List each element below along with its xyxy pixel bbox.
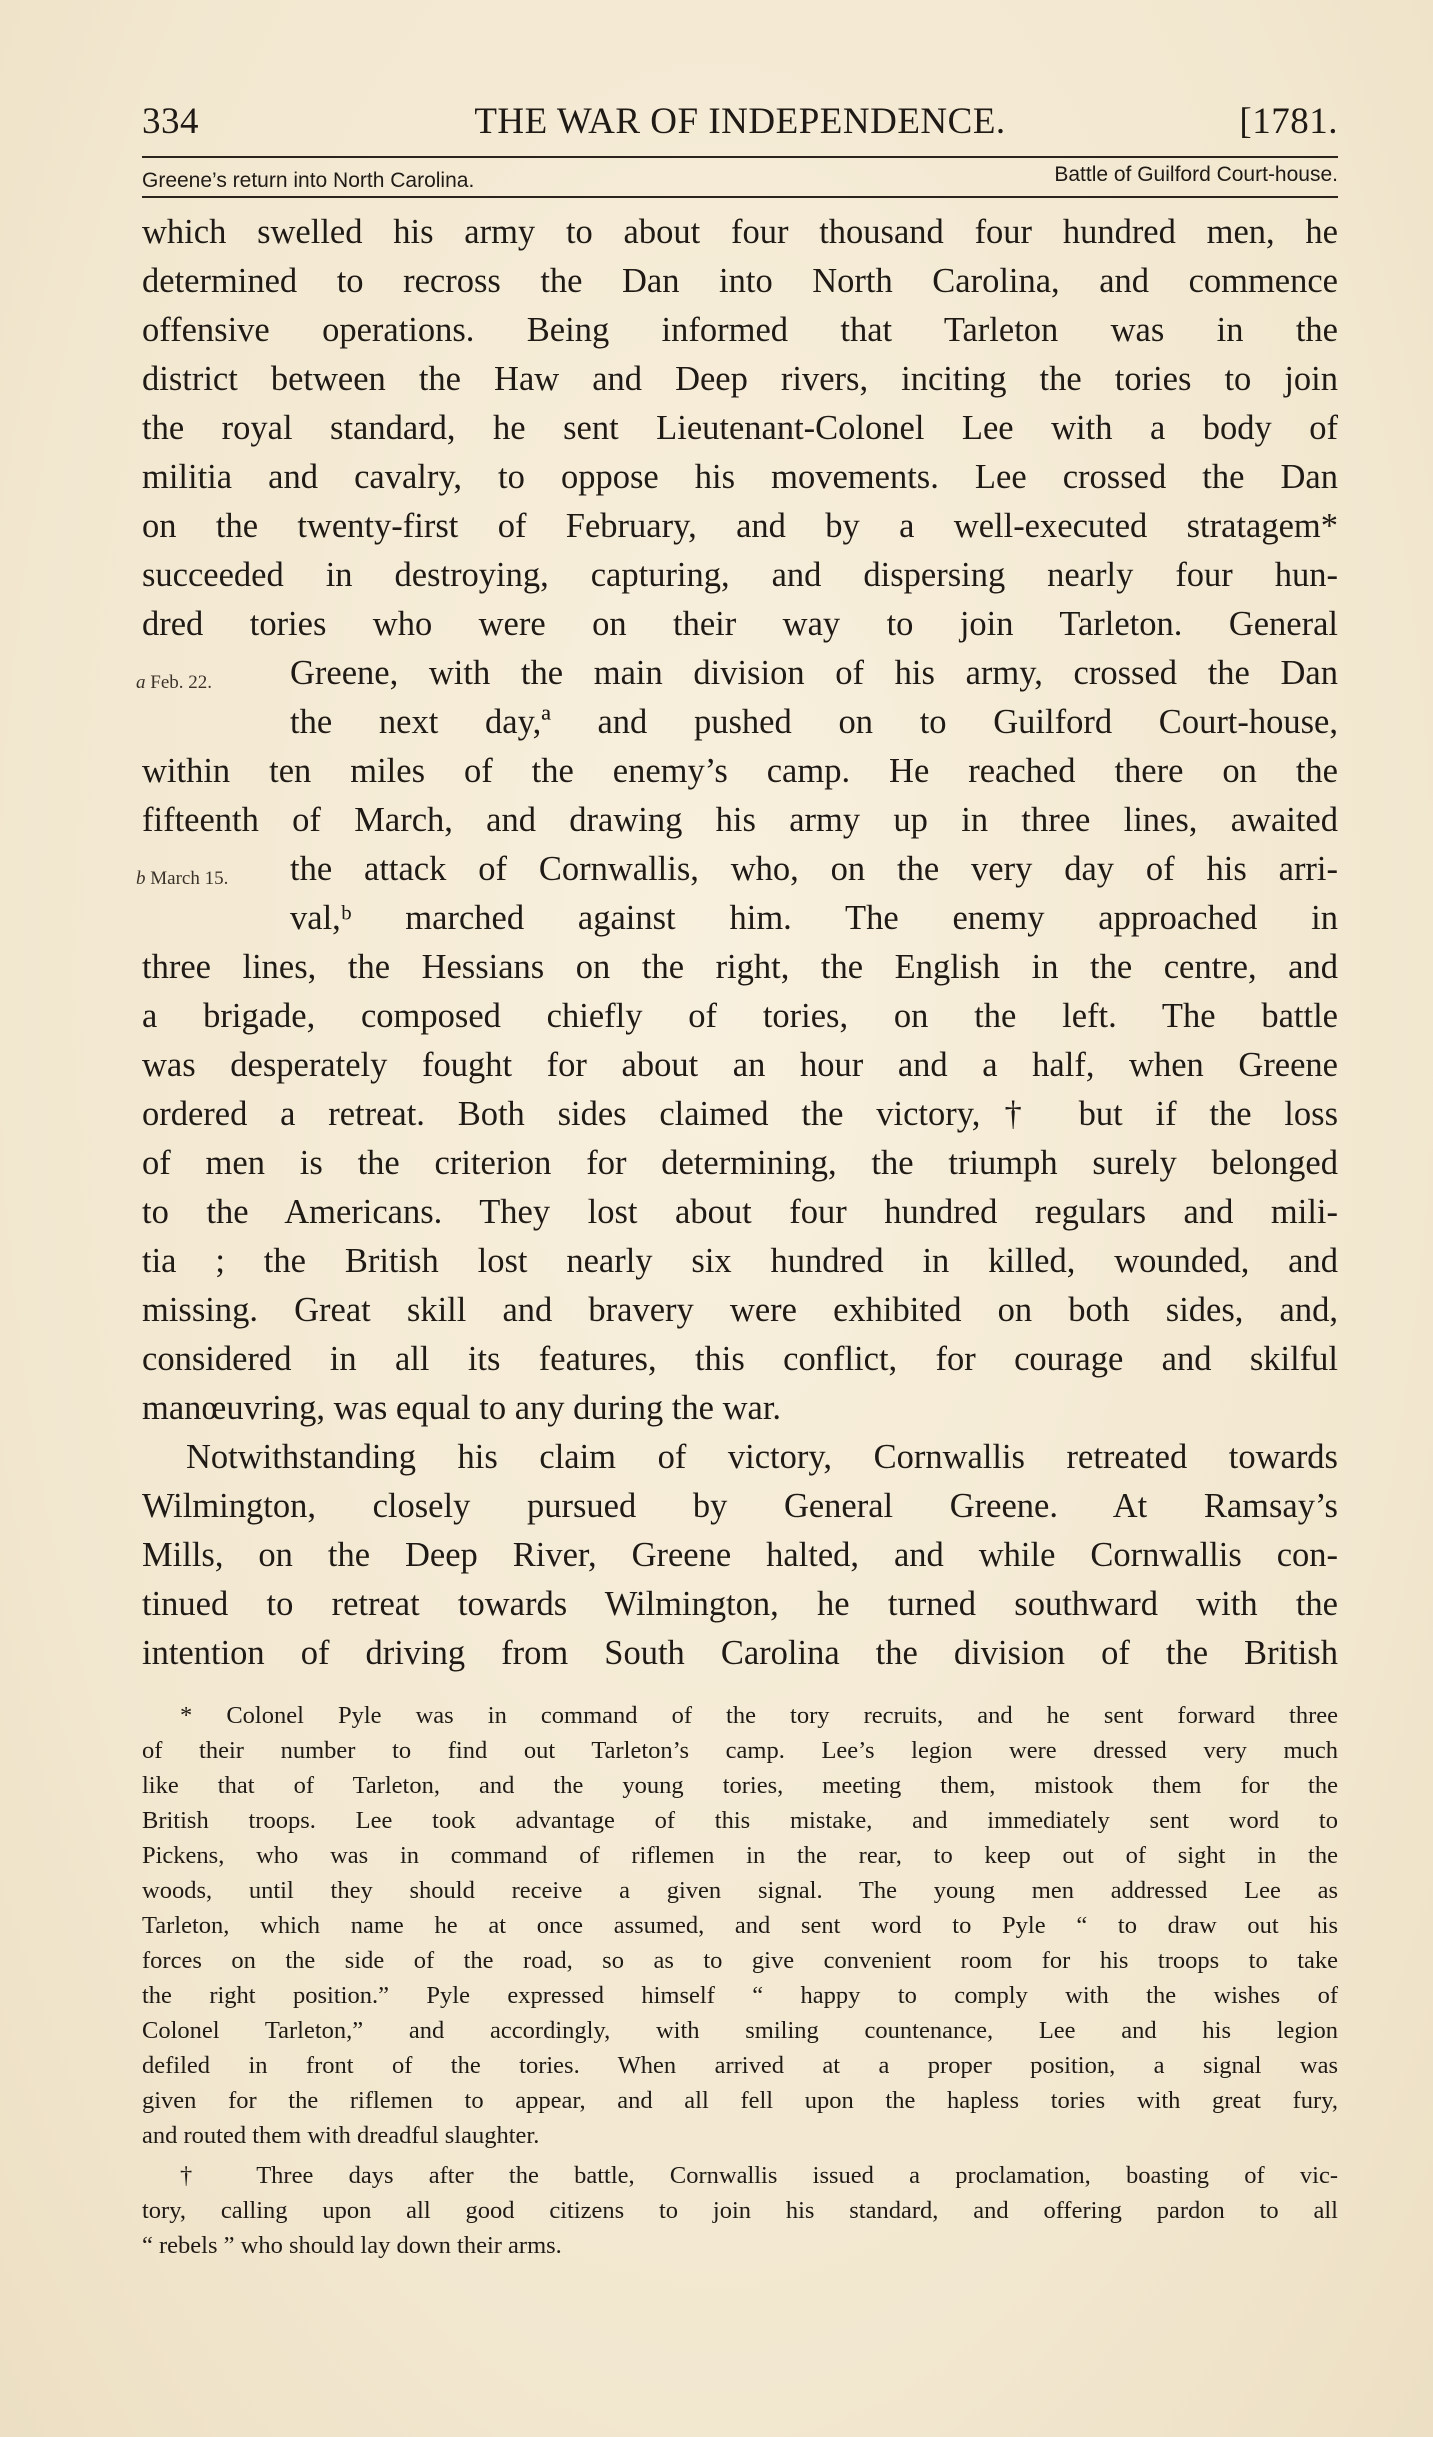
- footnote-line: Pickens, who was in command of riflemen in the rear, to keep out of sight in the: [142, 1842, 1338, 1869]
- body-line: dred tories who were on their way to join Tarleton. General: [142, 605, 1338, 643]
- body-line: was desperately fought for about an hour and a half, when Greene: [142, 1046, 1338, 1084]
- body-line: considered in all its features, this conflict, for courage and skilful: [142, 1340, 1338, 1378]
- body-line: fifteenth of March, and drawing his army up in three lines, awaited: [142, 801, 1338, 839]
- margin-note-date: March 15.: [150, 868, 229, 889]
- body-line: Greene, with the main division of his army, crossed the Dan: [290, 654, 1338, 692]
- body-line: militia and cavalry, to oppose his movements. Lee crossed the Dan: [142, 458, 1338, 496]
- body-line: determined to recross the Dan into North Carolina, and commence: [142, 262, 1338, 300]
- body-line: manœuvring, was equal to any during the war.: [142, 1389, 782, 1427]
- body-line: the next day,ª and pushed on to Guilford Court-house,: [290, 703, 1338, 741]
- subheader-rule: [142, 196, 1338, 198]
- subheader-right: Battle of Guilford Court-house.: [1054, 163, 1338, 186]
- footnote-line: given for the riflemen to appear, and all fell upon the hapless tories with great fury,: [142, 2087, 1338, 2114]
- footnote-line: and routed them with dreadful slaughter.: [142, 2122, 540, 2149]
- section-subheader: [142, 163, 1338, 193]
- body-line: on the twenty-first of February, and by a well-executed stratagem*: [142, 507, 1338, 545]
- subheader-left: Greene’s return into North Carolina.: [142, 169, 475, 192]
- footnote-line: * Colonel Pyle was in command of the tory recruits, and he sent forward three: [180, 1702, 1338, 1729]
- footnote-line: British troops. Lee took advantage of this mistake, and immediately sent word to: [142, 1807, 1338, 1834]
- running-title: THE WAR OF INDEPENDENCE.: [474, 101, 1006, 142]
- body-line: val,ᵇ marched against him. The enemy approached in: [290, 899, 1338, 937]
- footnote-line: “ rebels ” who should lay down their arms.: [142, 2232, 562, 2259]
- body-line: tinued to retreat towards Wilmington, he turned southward with the: [142, 1585, 1338, 1623]
- footnote-line: Tarleton, which name he at once assumed, and sent word to Pyle “ to draw out his: [142, 1912, 1338, 1939]
- body-line: intention of driving from South Carolina the division of the British: [142, 1634, 1338, 1672]
- running-header: [142, 100, 1338, 160]
- body-line: tia ; the British lost nearly six hundred in killed, wounded, and: [142, 1242, 1338, 1280]
- body-line: which swelled his army to about four thousand four hundred men, he: [142, 213, 1338, 251]
- footnote-line: † Three days after the battle, Cornwallis issued a proclamation, boasting of vic-: [180, 2162, 1338, 2189]
- body-line: a brigade, composed chiefly of tories, on the left. The battle: [142, 997, 1338, 1035]
- margin-note: [136, 868, 228, 890]
- body-line: missing. Great skill and bravery were exhibited on both sides, and,: [142, 1291, 1338, 1329]
- margin-note-letter: a: [136, 672, 146, 693]
- body-line: of men is the criterion for determining, the triumph surely belonged: [142, 1144, 1338, 1182]
- footnote-line: like that of Tarleton, and the young tories, meeting them, mistook them for the: [142, 1772, 1338, 1799]
- footnote-line: defiled in front of the tories. When arrived at a proper position, a signal was: [142, 2052, 1338, 2079]
- page-number: 334: [142, 101, 199, 142]
- body-line: Wilmington, closely pursued by General Greene. At Ramsay’s: [142, 1487, 1338, 1525]
- footnote-line: woods, until they should receive a given signal. The young men addressed Lee as: [142, 1877, 1338, 1904]
- footnote-line: forces on the side of the road, so as to give convenient room for his troops to take: [142, 1947, 1338, 1974]
- body-line: offensive operations. Being informed that Tarleton was in the: [142, 311, 1338, 349]
- footnote-line: the right position.” Pyle expressed himself “ happy to comply with the wishes of: [142, 1982, 1338, 2009]
- body-line: Mills, on the Deep River, Greene halted, and while Cornwallis con-: [142, 1536, 1338, 1574]
- body-line: within ten miles of the enemy’s camp. He reached there on the: [142, 752, 1338, 790]
- footnote-line: Colonel Tarleton,” and accordingly, with smiling countenance, Lee and his legion: [142, 2017, 1338, 2044]
- body-line: three lines, the Hessians on the right, the English in the centre, and: [142, 948, 1338, 986]
- body-line: to the Americans. They lost about four hundred regulars and mili-: [142, 1193, 1338, 1231]
- year-marker: [1781.: [1239, 101, 1338, 142]
- body-line: the royal standard, he sent Lieutenant-Colonel Lee with a body of: [142, 409, 1338, 447]
- header-rule: [142, 156, 1338, 158]
- body-line: succeeded in destroying, capturing, and dispersing nearly four hun-: [142, 556, 1338, 594]
- footnote-line: tory, calling upon all good citizens to join his standard, and offering pardon to all: [142, 2197, 1338, 2224]
- margin-note: [136, 672, 212, 694]
- footnote-line: of their number to find out Tarleton’s camp. Lee’s legion were dressed very much: [142, 1737, 1338, 1764]
- body-line: the attack of Cornwallis, who, on the very day of his arri-: [290, 850, 1338, 888]
- body-line: ordered a retreat. Both sides claimed the victory,† but if the loss: [142, 1095, 1338, 1133]
- body-line: Notwithstanding his claim of victory, Cornwallis retreated towards: [186, 1438, 1338, 1476]
- margin-note-date: Feb. 22.: [150, 672, 212, 693]
- body-line: district between the Haw and Deep rivers, inciting the tories to join: [142, 360, 1338, 398]
- margin-note-letter: b: [136, 868, 146, 889]
